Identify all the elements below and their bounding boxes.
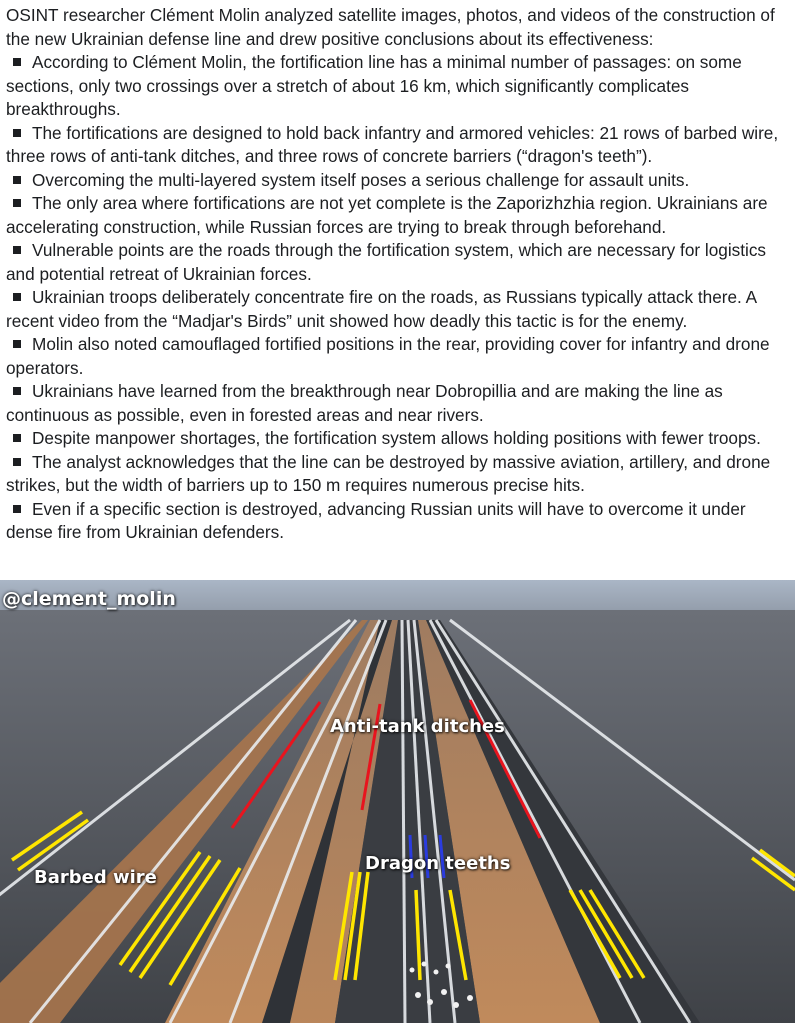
bullet-item [6,286,795,333]
fortification-photo[interactable] [0,580,795,1023]
bullet-square-icon [13,340,21,348]
bullet-square-icon [13,505,21,513]
watermark: @clement_molin [2,588,176,610]
bullet-item [6,192,795,239]
bullet-text: Despite manpower shortages, the fortification system allows holding positions with fewer troops. [32,428,761,448]
bullet-text: Vulnerable points are the roads through the fortification system, which are necessary for logistics and potential retreat of Ukrainian forces. [6,240,767,284]
bullet-item [6,498,795,545]
post-text [6,4,795,545]
barbed-wire-label: Barbed wire [34,867,157,888]
bullet-item [6,333,795,380]
bullet-item [6,380,795,427]
anti-tank-ditches-label: Anti-tank ditches [330,716,505,737]
bullet-square-icon [13,458,21,466]
bullet-text: The fortifications are designed to hold back infantry and armored vehicles: 21 rows of barbed wire, three rows of anti-tank ditches, and three rows of concrete barriers (“dragon's teeth”). [6,122,779,166]
bullet-item [6,122,795,169]
bullet-square-icon [13,293,21,301]
bullet-item [6,451,795,498]
bullet-square-icon [13,434,21,442]
bullet-item [6,239,795,286]
bullet-text: Molin also noted camouflaged fortified positions in the rear, providing cover for infantry and drone operators. [6,334,770,378]
dragon-teeth-label: Dragon teeths [365,853,511,874]
fortification-scene [0,580,795,1023]
bullet-square-icon [13,176,21,184]
post-intro: OSINT researcher Clément Molin analyzed satellite images, photos, and videos of the construction of the new Ukrainian defense line and drew positive conclusions about its effectiveness: [6,5,775,49]
bullet-text: Ukrainians have learned from the breakthrough near Dobropillia and are making the line as continuous as possible, even in forested areas and near rivers. [6,381,723,425]
bullet-text: According to Clément Molin, the fortification line has a minimal number of passages: on some sections, only two crossings over a stretch of about 16 km, which significantly complicates breakthroughs. [6,52,742,119]
bullet-square-icon [13,58,21,66]
bullet-item [6,51,795,122]
bullet-square-icon [13,387,21,395]
bullet-square-icon [13,199,21,207]
bullet-text: Overcoming the multi-layered system itself poses a serious challenge for assault units. [32,169,690,190]
bullet-square-icon [13,246,21,254]
bullet-text: Ukrainian troops deliberately concentrate fire on the roads, as Russians typically attack there. A recent video from the “Madjar's Birds” unit showed how deadly this tactic is for the enemy. [6,287,757,331]
bullet-text: The analyst acknowledges that the line can be destroyed by massive aviation, artillery, and drone strikes, but the width of barriers up to 150 m requires numerous precise hits. [6,451,771,495]
bullet-text: The only area where fortifications are not yet complete is the Zaporizhzhia region. Ukrainians are accelerating construction, while Russian forces are trying to break through beforehand. [6,193,768,237]
bullet-text: Even if a specific section is destroyed, advancing Russian units will have to overcome it under dense fire from Ukrainian defenders. [6,498,746,542]
bullet-item [6,169,795,193]
bullet-item [6,427,795,451]
bullet-square-icon [13,129,21,137]
